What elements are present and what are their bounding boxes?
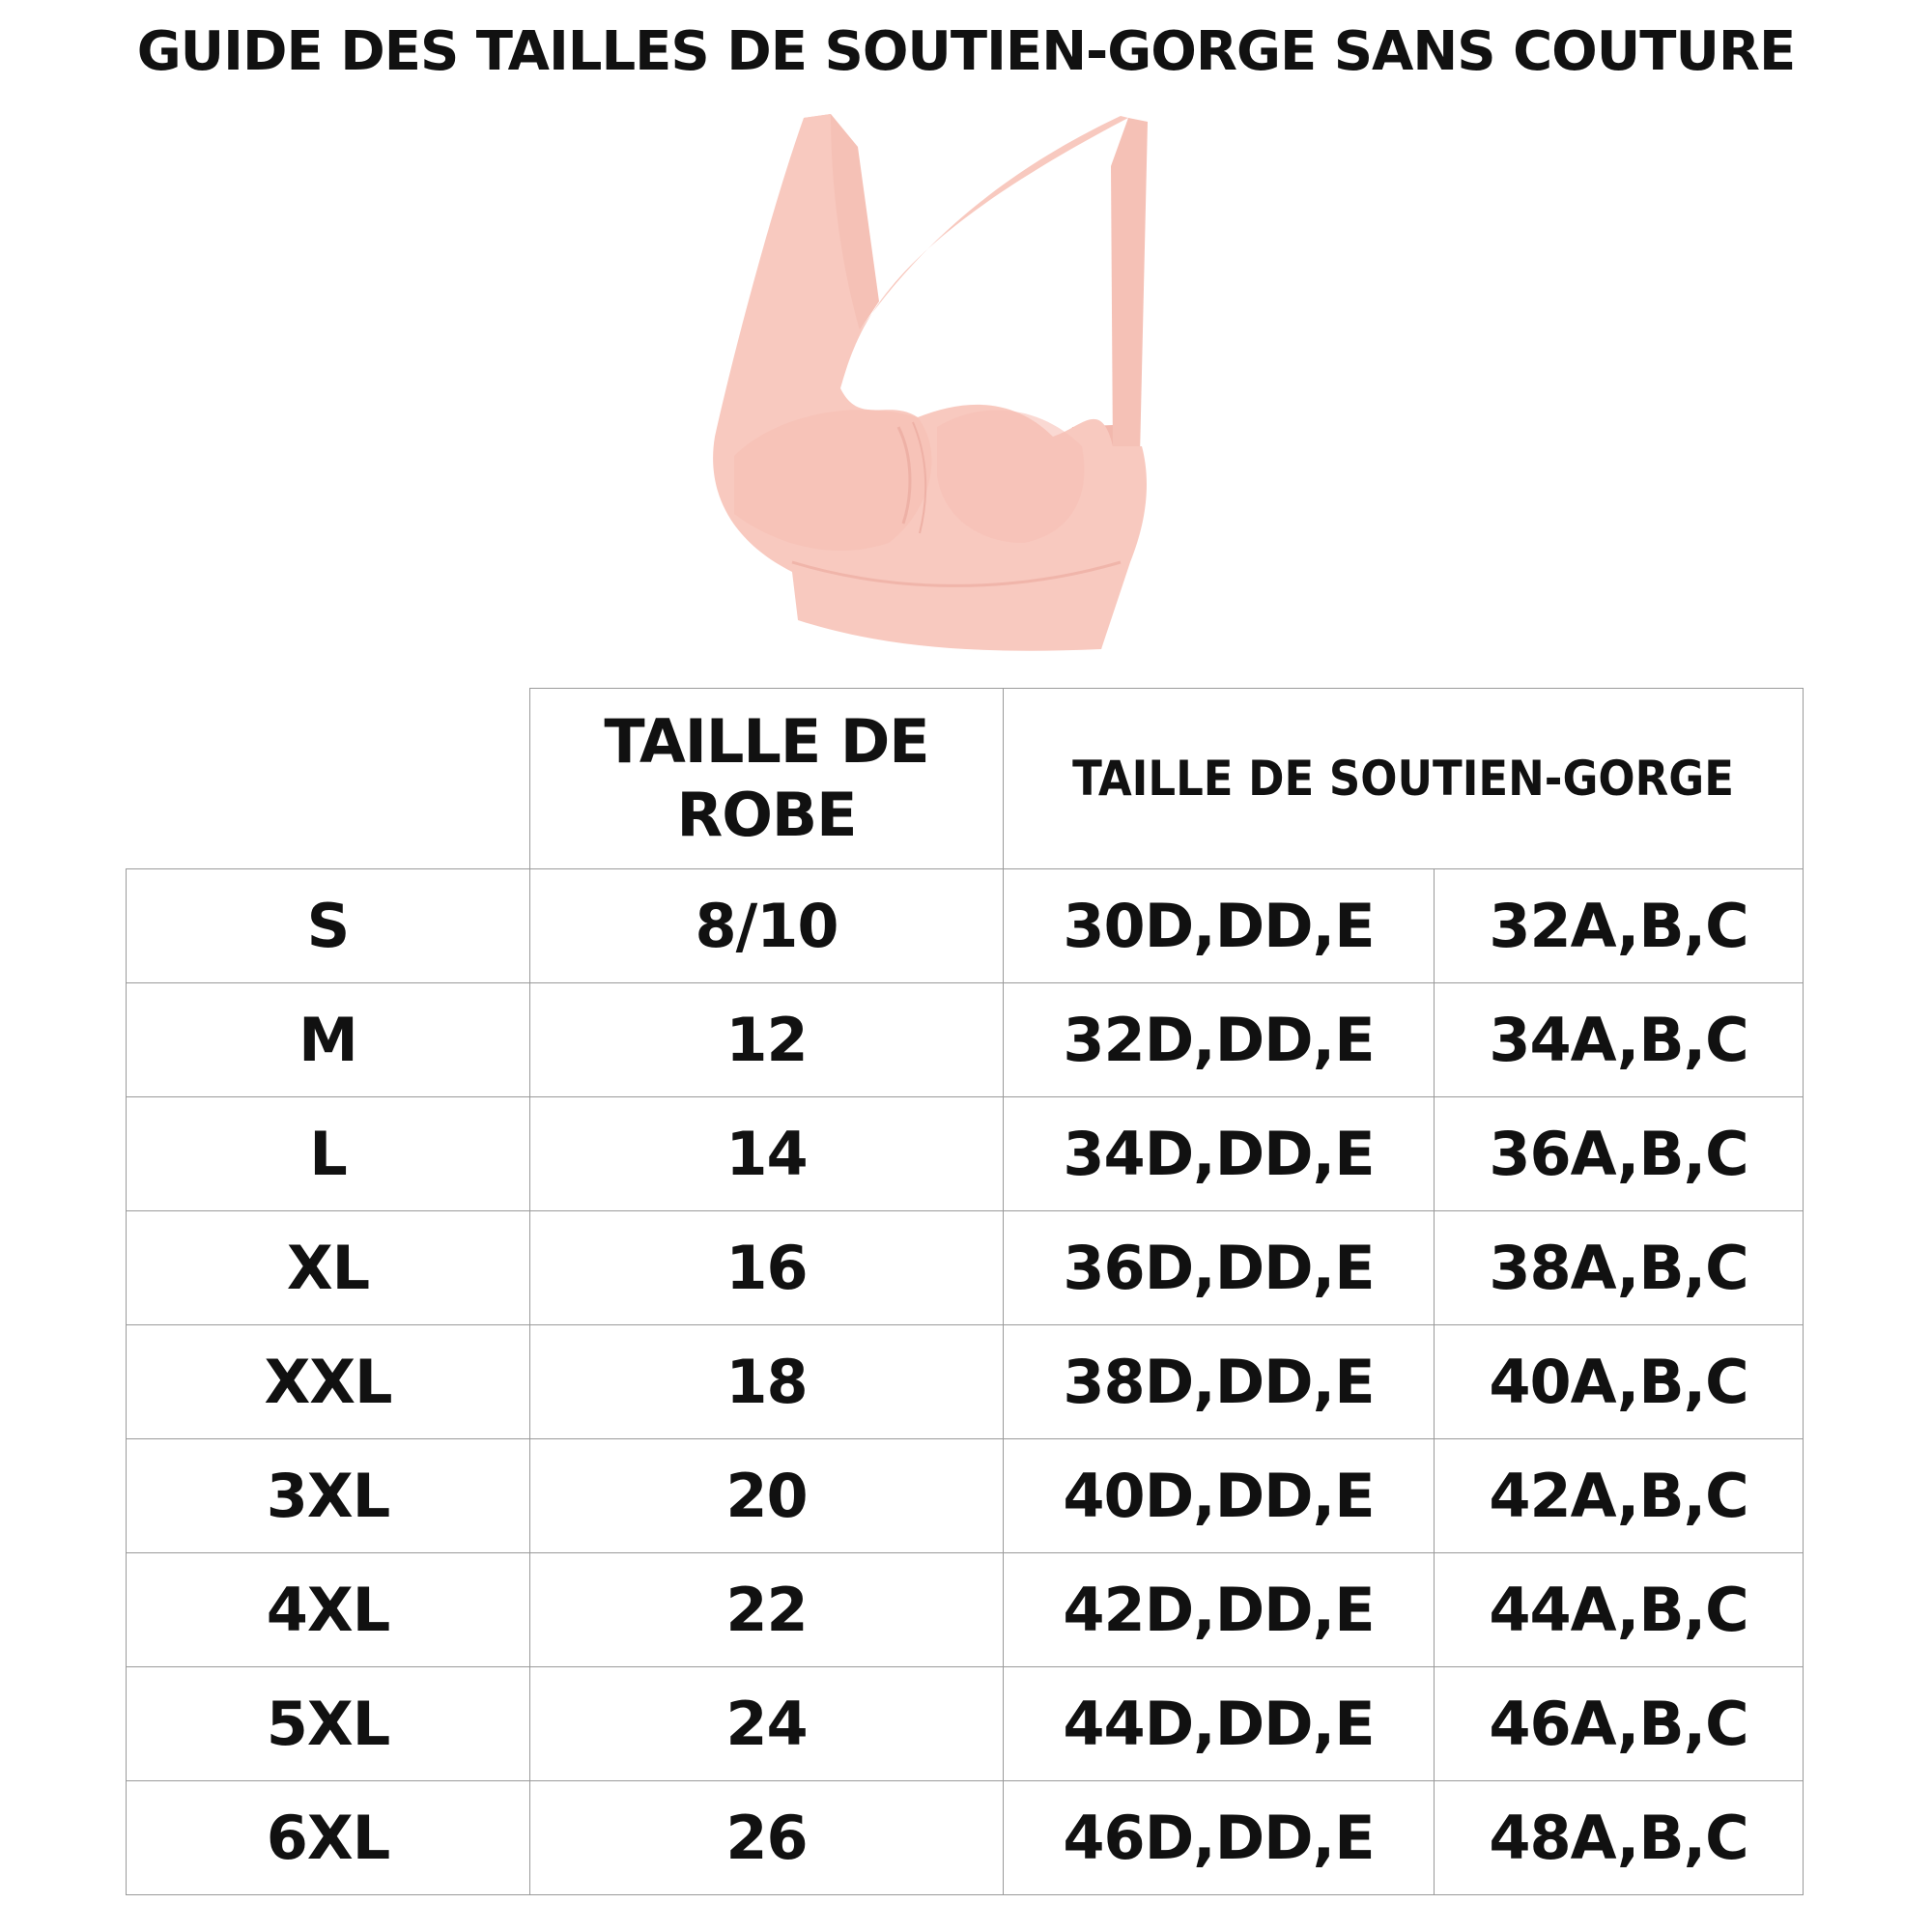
dress-size-cell: 18 [530, 1325, 1004, 1439]
size-cell: 6XL [127, 1781, 530, 1895]
dress-size-cell: 20 [530, 1439, 1004, 1553]
table-header-row [127, 689, 1804, 869]
size-cell: 4XL [127, 1553, 530, 1667]
dress-size-cell: 8/10 [530, 869, 1004, 983]
bra-size-header: TAILLE DE SOUTIEN-GORGE [1004, 689, 1804, 869]
page-title: GUIDE DES TAILLES DE SOUTIEN-GORGE SANS COUTURE [136, 20, 1796, 83]
dress-size-cell: 26 [530, 1781, 1004, 1895]
dress-size-cell: 24 [530, 1667, 1004, 1781]
table-row [127, 1097, 1804, 1211]
table-row [127, 1553, 1804, 1667]
bra-size-d-cell: 42D,DD,E [1004, 1553, 1435, 1667]
dress-size-cell: 12 [530, 983, 1004, 1097]
size-chart-table [126, 688, 1804, 1895]
bra-size-abc-cell: 42A,B,C [1435, 1439, 1804, 1553]
bra-size-abc-cell: 34A,B,C [1435, 983, 1804, 1097]
bra-size-d-cell: 40D,DD,E [1004, 1439, 1435, 1553]
bra-size-abc-cell: 38A,B,C [1435, 1211, 1804, 1325]
bra-size-d-cell: 30D,DD,E [1004, 869, 1435, 983]
bra-size-abc-cell: 48A,B,C [1435, 1781, 1804, 1895]
dress-size-cell: 16 [530, 1211, 1004, 1325]
table-row [127, 869, 1804, 983]
bra-size-d-cell: 32D,DD,E [1004, 983, 1435, 1097]
bra-size-abc-cell: 32A,B,C [1435, 869, 1804, 983]
size-cell: M [127, 983, 530, 1097]
empty-corner-cell [127, 689, 530, 869]
table-row [127, 1781, 1804, 1895]
dress-size-cell: 14 [530, 1097, 1004, 1211]
bra-size-d-cell: 46D,DD,E [1004, 1781, 1435, 1895]
dress-size-header: TAILLE DE ROBE [530, 689, 1004, 869]
bra-size-d-cell: 34D,DD,E [1004, 1097, 1435, 1211]
bra-size-abc-cell: 40A,B,C [1435, 1325, 1804, 1439]
table-row [127, 1325, 1804, 1439]
bra-product-image [696, 108, 1236, 668]
dress-size-cell: 22 [530, 1553, 1004, 1667]
size-cell: L [127, 1097, 530, 1211]
size-cell: 5XL [127, 1667, 530, 1781]
bra-size-abc-cell: 36A,B,C [1435, 1097, 1804, 1211]
bra-size-d-cell: 44D,DD,E [1004, 1667, 1435, 1781]
bra-size-abc-cell: 44A,B,C [1435, 1553, 1804, 1667]
table-row [127, 1211, 1804, 1325]
table-row [127, 1667, 1804, 1781]
size-cell: XL [127, 1211, 530, 1325]
size-cell: XXL [127, 1325, 530, 1439]
bra-size-d-cell: 38D,DD,E [1004, 1325, 1435, 1439]
table-row [127, 983, 1804, 1097]
bra-size-d-cell: 36D,DD,E [1004, 1211, 1435, 1325]
bra-size-abc-cell: 46A,B,C [1435, 1667, 1804, 1781]
table-row [127, 1439, 1804, 1553]
size-cell: S [127, 869, 530, 983]
size-cell: 3XL [127, 1439, 530, 1553]
